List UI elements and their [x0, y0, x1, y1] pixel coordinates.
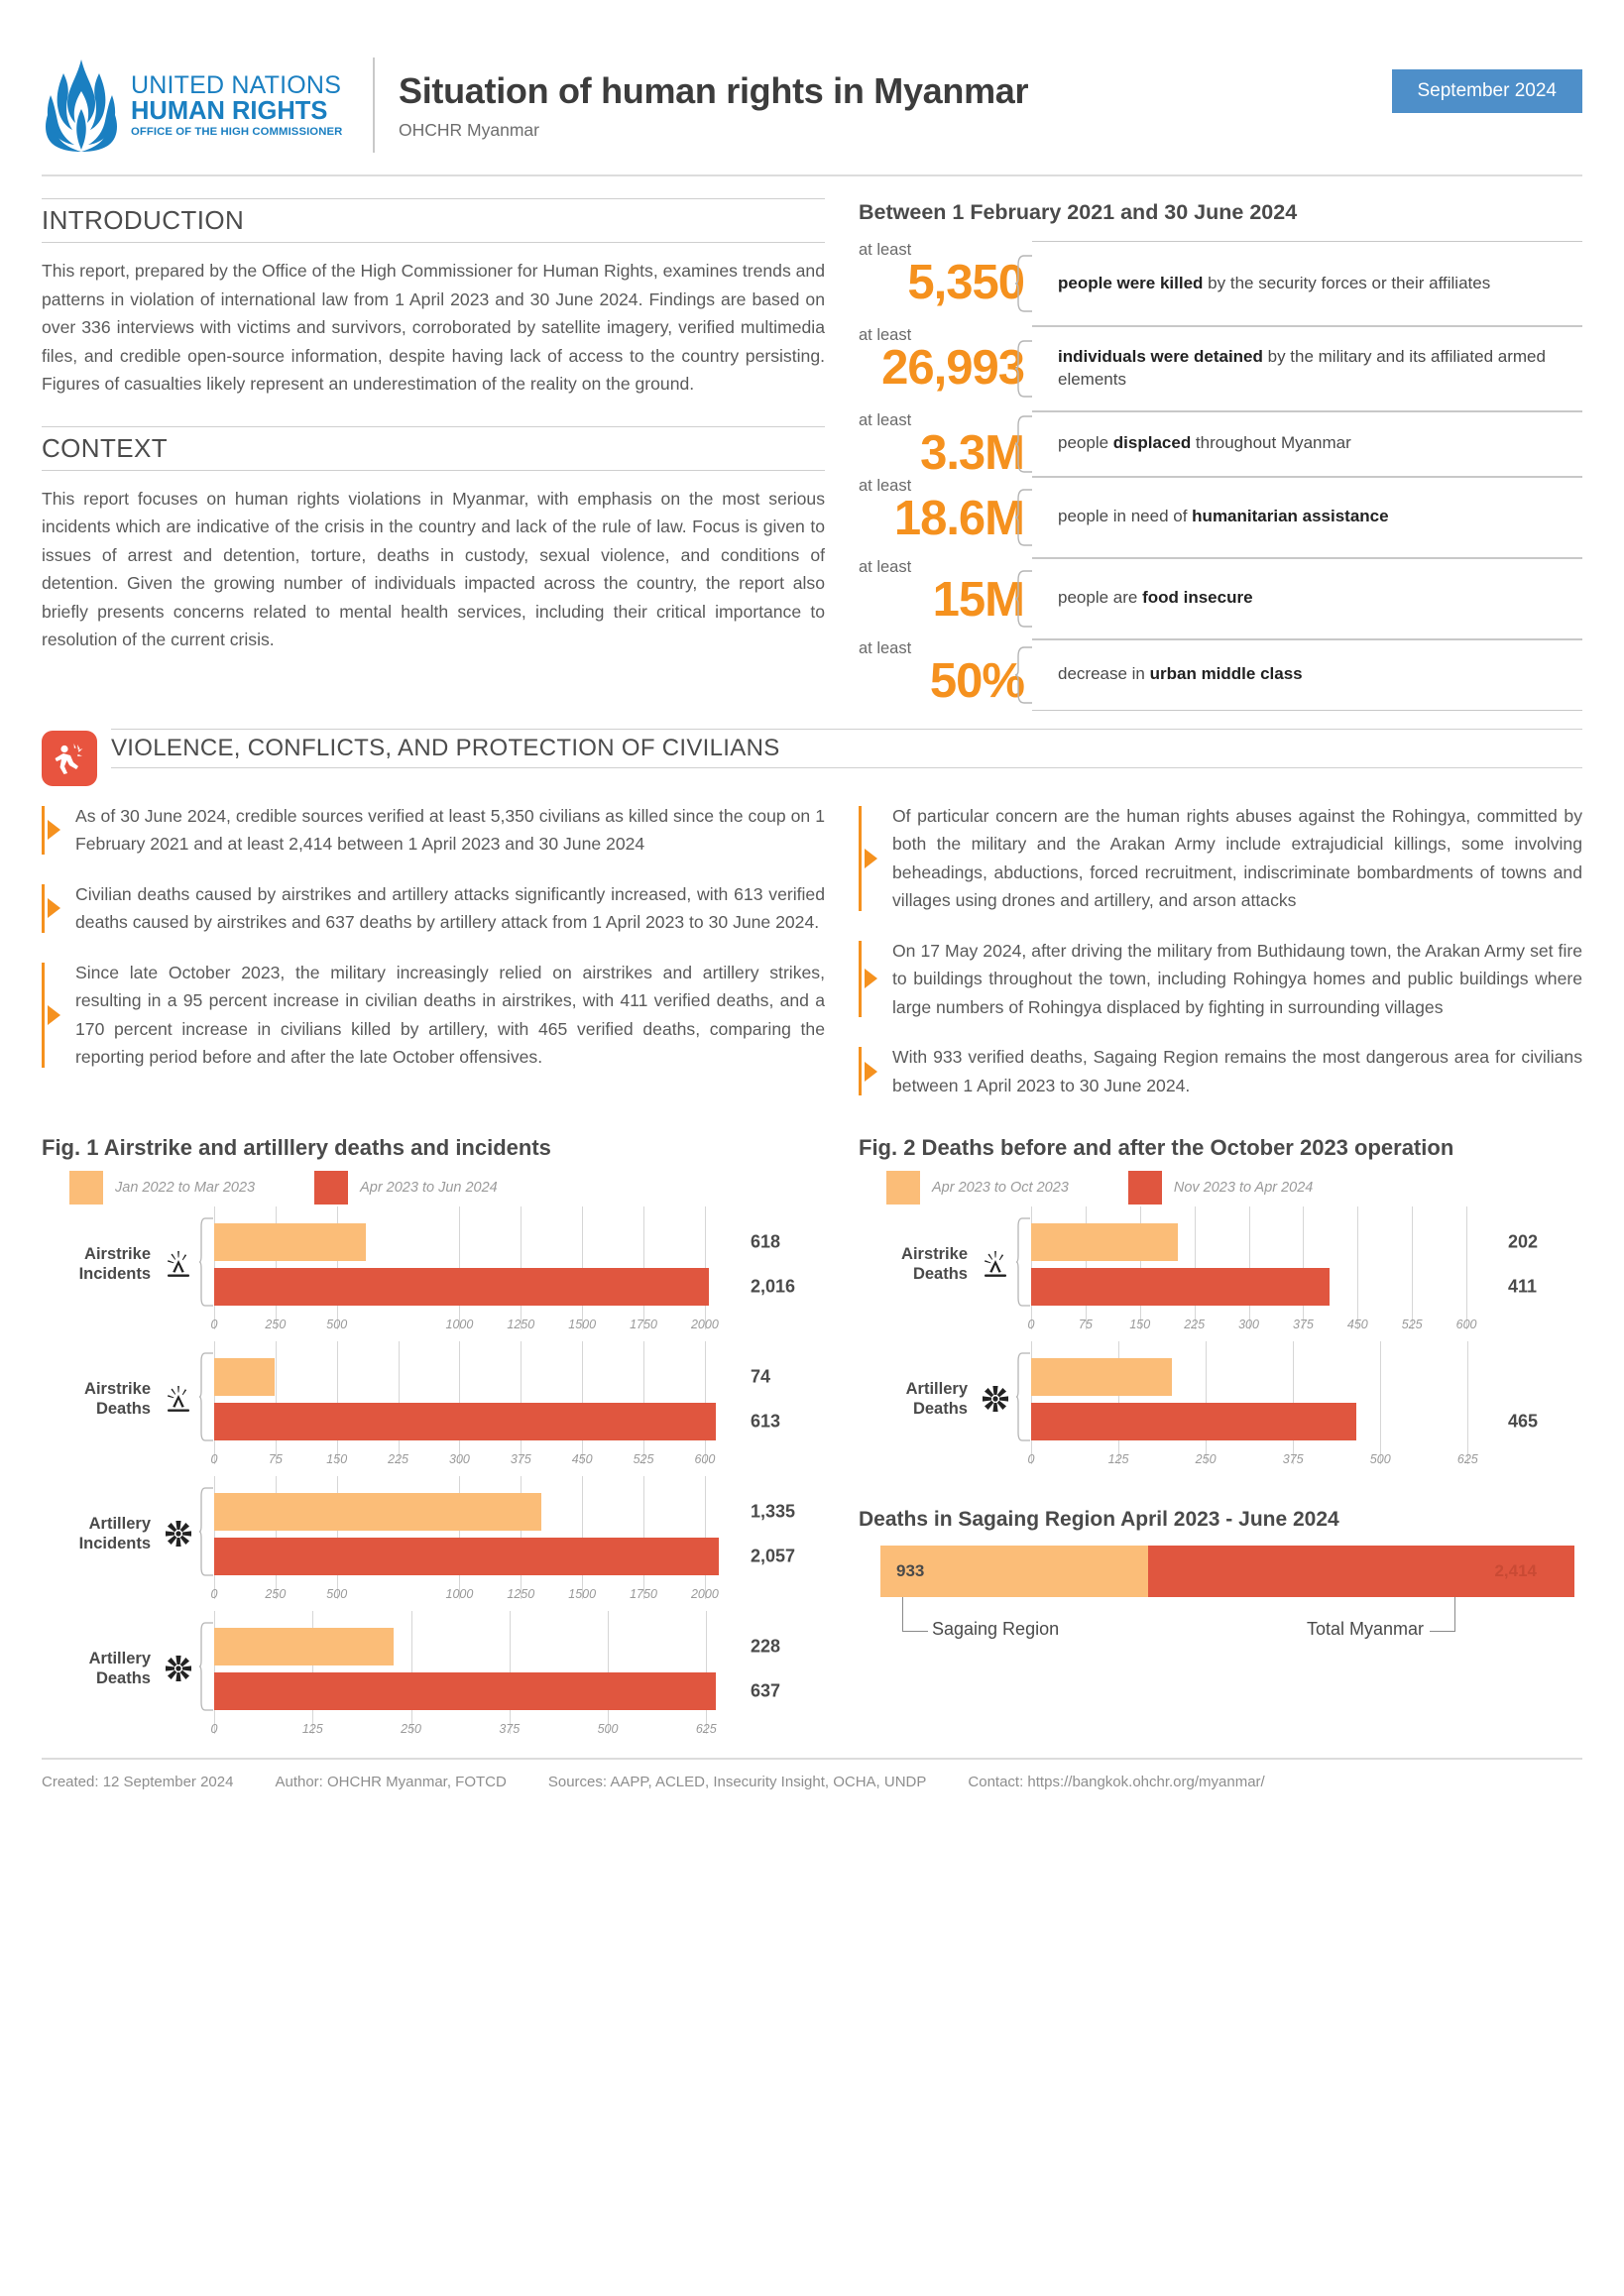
bar-fill [214, 1493, 796, 1531]
stat-qualifier: at least [859, 557, 912, 576]
stat-description: individuals were detained by the military and its affiliated armed elements [1058, 347, 1546, 389]
airstrike-impact-icon [159, 1384, 198, 1414]
axis-row [42, 1720, 825, 1748]
chart-row [42, 1212, 825, 1316]
stat-row [859, 639, 1582, 711]
violence-bullet [42, 802, 825, 859]
left-text-column [42, 198, 825, 711]
bar-value-label: 2,016 [751, 1276, 796, 1297]
x-axis [210, 1452, 742, 1478]
axis-tick-label: 625 [1456, 1452, 1478, 1467]
bar [1031, 1223, 1539, 1261]
axis-tick-label: 600 [1455, 1318, 1477, 1332]
stat-value: 15M [932, 572, 1024, 627]
artillery-burst-icon [981, 1384, 1010, 1414]
group-brace [198, 1621, 214, 1717]
bars [1031, 1347, 1539, 1450]
violence-section-header [42, 729, 1582, 786]
group-brace [1015, 1216, 1031, 1313]
axis-tick-label: 75 [1078, 1318, 1093, 1332]
axis-row [859, 1316, 1582, 1343]
bar-fill [1031, 1358, 1172, 1396]
page-title: Situation of human rights in Myanmar [399, 69, 1029, 111]
axis-tick-label: 2000 [690, 1587, 719, 1602]
axis-tick-label: 300 [449, 1452, 470, 1467]
brace-icon [1015, 1216, 1031, 1308]
bullet-text: With 933 verified deaths, Sagaing Region remains the most dangerous area for civilians between 1 April 2023 to 30 June 2024. [892, 1047, 1582, 1095]
stat-qualifier: at least [859, 411, 912, 429]
chart-group [42, 1482, 825, 1613]
stat-value: 18.6M [893, 491, 1024, 545]
category-label: Artillery Deaths [905, 1379, 968, 1419]
axis-tick-label: 0 [210, 1452, 218, 1467]
bullet-text: Since late October 2023, the military increasingly relied on airstrikes and artillery strikes, resulting in a 95 percent increase in civilian deaths in airstrikes, with 411 verified deaths, and a 170 percent increase in civilians killed by artillery, with 465 verified deaths, comparing the reporting period before and after the late October offensives. [75, 962, 825, 1068]
legend-swatch-light [69, 1171, 103, 1205]
bar-value-label: 637 [751, 1680, 781, 1701]
axis-tick-label: 250 [265, 1318, 287, 1332]
axis-tick-label: 375 [499, 1722, 521, 1737]
bar-fill [214, 1672, 781, 1710]
axis-row [859, 1450, 1582, 1478]
artillery-burst-icon [159, 1654, 198, 1683]
violence-bullets [42, 802, 1582, 1122]
bullet-bar [859, 941, 862, 1018]
stat-value: 26,993 [881, 341, 1024, 395]
stat-value: 3.3M [920, 426, 1024, 480]
statistics-title: Between 1 February 2021 and 30 June 2024 [859, 200, 1298, 224]
legend-label-light: Jan 2022 to Mar 2023 [115, 1180, 256, 1197]
violence-bullets-right [859, 802, 1582, 1122]
brace-icon [198, 1621, 214, 1712]
stat-row [859, 477, 1582, 558]
stat-description: people in need of humanitarian assistance [1058, 507, 1389, 526]
stat-value: 5,350 [907, 256, 1024, 309]
bullet-triangle-icon [865, 849, 877, 868]
stat-qualifier: at least [859, 638, 912, 657]
un-human-rights-flame-icon [42, 57, 121, 153]
airstrike-impact-icon [159, 1249, 198, 1279]
legend-swatch-light [886, 1171, 920, 1205]
axis-tick-label: 250 [265, 1587, 287, 1602]
axis-tick-label: 250 [1195, 1452, 1217, 1467]
footer-sources: Sources: AAPP, ACLED, Insecurity Insight, OCHA, UNDP [547, 1773, 927, 1790]
sagaing-region-label: Sagaing Region [932, 1619, 1060, 1640]
axis-tick-label: 125 [1107, 1452, 1129, 1467]
chart-row [859, 1347, 1582, 1450]
chart-row [859, 1212, 1582, 1316]
figure-2 [859, 1135, 1582, 1752]
stat-description-card [1032, 477, 1582, 558]
plot-area [1031, 1212, 1539, 1316]
bullet-bar [859, 806, 862, 911]
x-axis [1027, 1452, 1499, 1478]
violence-bullet [859, 937, 1582, 1022]
category-label: Airstrike Deaths [84, 1379, 151, 1419]
brace-icon [1015, 1351, 1031, 1442]
figure-1-title: Fig. 1 Airstrike and artilllery deaths and incidents [42, 1135, 551, 1161]
stat-row [859, 411, 1582, 480]
brace-icon [1014, 340, 1034, 398]
axis-tick-label: 1750 [630, 1587, 657, 1602]
total-myanmar-label: Total Myanmar [1306, 1619, 1424, 1640]
plot-area [214, 1347, 781, 1450]
total-myanmar-segment: 2,414 [1148, 1546, 1574, 1597]
axis-tick-label: 375 [510, 1452, 531, 1467]
bar [214, 1628, 781, 1665]
violence-bullet [42, 959, 825, 1072]
leader-line-left [902, 1597, 903, 1631]
violence-bullet [859, 1043, 1582, 1099]
axis-tick-label: 150 [1129, 1318, 1151, 1332]
category-label: Artillery Incidents [78, 1514, 151, 1553]
bar-value-label: 411 [1508, 1276, 1538, 1297]
violence-bullet [42, 880, 825, 937]
bar [214, 1493, 796, 1531]
brace-icon [198, 1351, 214, 1442]
page-subtitle: OHCHR Myanmar [399, 119, 539, 140]
axis-tick-label: 375 [1292, 1318, 1314, 1332]
legend-label-light: Apr 2023 to Oct 2023 [932, 1180, 1069, 1197]
bar-fill [1031, 1268, 1538, 1306]
bar-value-label: 228 [751, 1636, 781, 1657]
header-title-group [399, 70, 1392, 141]
page-footer [42, 1760, 1582, 1790]
logo-line-3: OFFICE OF THE HIGH COMMISSIONER [131, 126, 343, 139]
bar-value-label: 202 [1508, 1231, 1539, 1252]
bar [214, 1403, 781, 1440]
bar [1031, 1358, 1499, 1396]
axis-tick-label: 300 [1238, 1318, 1259, 1332]
axis-tick-label: 75 [268, 1452, 283, 1467]
introduction-heading: INTRODUCTION [42, 198, 825, 243]
stat-number-box [859, 477, 1032, 558]
bars [214, 1347, 781, 1450]
stat-description: decrease in urban middle class [1058, 664, 1303, 684]
x-axis [210, 1722, 742, 1748]
axis-tick-label: 0 [210, 1318, 218, 1332]
axis-tick-label: 0 [210, 1587, 218, 1602]
bullet-triangle-icon [48, 1005, 60, 1025]
bar [214, 1268, 796, 1306]
x-axis [210, 1318, 742, 1343]
brace-icon [198, 1216, 214, 1308]
category-label: Airstrike Incidents [78, 1244, 151, 1284]
bullet-text: As of 30 June 2024, credible sources verified at least 5,350 civilians as killed since the coup on 1 February 2021 and at least 2,414 between 1 April 2023 and 30 June 2024 [75, 805, 825, 855]
category-label: Airstrike Deaths [901, 1244, 968, 1284]
context-heading: CONTEXT [42, 426, 825, 471]
stat-number-box [859, 558, 1032, 639]
axis-tick-label: 0 [1027, 1318, 1035, 1332]
violence-bullet [859, 802, 1582, 915]
bars [214, 1212, 796, 1316]
figure-1 [42, 1135, 825, 1752]
axis-tick-label: 150 [326, 1452, 348, 1467]
bar [1031, 1403, 1539, 1440]
airstrike-impact-icon [164, 1384, 193, 1414]
introduction-body: This report, prepared by the Office of the High Commissioner for Human Rights, examines trends and patterns in violation of international law from 1 April 2023 and 30 June 2024. Findings are based on over 336 interviews with victims and survivors, corroborated by satellite imagery, verified multimedia files, and credible open-source information, despite having lack of access to the country persisting. Figures of casualties likely represent an underestimation of the reality on the ground. [42, 261, 825, 394]
bar [214, 1358, 771, 1396]
brace-icon [1014, 255, 1034, 312]
brace-icon [1014, 646, 1034, 704]
axis-tick-label: 500 [1369, 1452, 1391, 1467]
figures-row [42, 1135, 1582, 1752]
bar-fill [214, 1358, 771, 1396]
logo-line-2: HUMAN RIGHTS [131, 96, 328, 125]
figure-1-legend [69, 1171, 825, 1205]
chart-group [42, 1212, 825, 1343]
bullet-bar [42, 884, 45, 933]
violence-bullets-left [42, 802, 825, 1122]
artillery-burst-icon [159, 1519, 198, 1549]
stat-description: people displaced throughout Myanmar [1058, 433, 1351, 453]
bar-fill [1031, 1223, 1539, 1261]
bar-value-label: 74 [751, 1366, 771, 1387]
logo-line-1: UNITED NATIONS [131, 70, 342, 99]
axis-tick-label: 125 [301, 1722, 323, 1737]
stat-number-box [859, 326, 1032, 411]
x-axis [210, 1587, 742, 1613]
bullet-triangle-icon [48, 820, 60, 840]
stat-number-box [859, 411, 1032, 480]
stat-description-card [1032, 639, 1582, 711]
bullet-triangle-icon [865, 969, 877, 988]
stat-description-card [1032, 411, 1582, 477]
bar-fill [214, 1538, 796, 1575]
brace-icon [1014, 489, 1034, 546]
chart-row [42, 1347, 825, 1450]
date-badge: September 2024 [1392, 69, 1583, 113]
bar-value-label: 2,057 [751, 1546, 796, 1566]
category-label: Artillery Deaths [88, 1649, 151, 1688]
axis-tick-label: 525 [1401, 1318, 1423, 1332]
axis-tick-label: 0 [210, 1722, 218, 1737]
stat-row [859, 326, 1582, 411]
figure-2-title: Fig. 2 Deaths before and after the October 2023 operation [859, 1135, 1454, 1161]
statistics-column [859, 198, 1582, 711]
bar-value-label: 465 [1508, 1411, 1539, 1432]
stat-value: 50% [929, 653, 1024, 708]
footer-author: Author: OHCHR Myanmar, FOTCD [275, 1773, 507, 1790]
bullet-bar [42, 963, 45, 1068]
bar-value-label: 613 [751, 1411, 781, 1432]
axis-tick-label: 500 [326, 1587, 348, 1602]
violence-glyph [52, 741, 87, 776]
bullet-text: On 17 May 2024, after driving the military from Buthidaung town, the Arakan Army set fire to buildings throughout the town, including Rohingya homes and public buildings where large numbers of Rohingya displaced by fighting in surrounding villages [892, 940, 1582, 1017]
bar-fill [214, 1268, 796, 1306]
violence-section-title: VIOLENCE, CONFLICTS, AND PROTECTION OF CIVILIANS [111, 729, 1582, 768]
axis-tick-label: 250 [401, 1722, 421, 1737]
page-header [42, 0, 1582, 159]
bar [214, 1223, 781, 1261]
bullet-text: Civilian deaths caused by airstrikes and artillery attacks significantly increased, with 613 verified deaths caused by airstrikes and 637 deaths by artillery attack from 1 April 2023 to 30 June 2024. [75, 883, 825, 933]
bullet-triangle-icon [865, 1062, 877, 1082]
group-brace [198, 1351, 214, 1447]
bullet-bar [42, 806, 45, 855]
axis-tick-label: 225 [388, 1452, 409, 1467]
main-columns [42, 176, 1582, 711]
sagaing-stacked-bar [880, 1546, 1574, 1597]
axis-tick-label: 225 [1184, 1318, 1206, 1332]
stat-description-card [1032, 558, 1582, 639]
stat-description: people were killed by the security forces or their affiliates [1058, 273, 1491, 292]
axis-row [42, 1316, 825, 1343]
artillery-burst-icon [164, 1654, 193, 1683]
leader-line-left-h [902, 1631, 928, 1632]
axis-tick-label: 1500 [568, 1587, 597, 1602]
logo-wordmark [131, 72, 342, 139]
plot-area [214, 1212, 796, 1316]
axis-tick-label: 1500 [568, 1318, 597, 1332]
stat-description: people are food insecure [1058, 588, 1253, 608]
brace-icon [1014, 570, 1034, 628]
chart-group [42, 1347, 825, 1478]
axis-tick-label: 2000 [690, 1318, 719, 1332]
bar-fill [214, 1628, 781, 1665]
leader-line-right-h [1430, 1631, 1455, 1632]
legend-label-dark: Apr 2023 to Jun 2024 [360, 1180, 498, 1197]
axis-row [42, 1450, 825, 1478]
group-brace [198, 1216, 214, 1313]
brace-icon [1014, 415, 1034, 473]
chart-group [859, 1347, 1582, 1478]
sagaing-region-segment: 933 [880, 1546, 1148, 1597]
bullet-bar [859, 1047, 862, 1095]
un-human-rights-logo [42, 57, 369, 153]
statistics-list [859, 241, 1582, 711]
axis-tick-label: 450 [571, 1452, 593, 1467]
stat-qualifier: at least [859, 326, 912, 344]
airstrike-impact-icon [981, 1249, 1010, 1279]
bar-fill [1031, 1403, 1539, 1440]
bars [214, 1482, 796, 1585]
axis-tick-label: 500 [326, 1318, 348, 1332]
stat-number-box [859, 639, 1032, 711]
stat-description-card [1032, 241, 1582, 326]
axis-tick-label: 450 [1346, 1318, 1368, 1332]
stat-number-box [859, 241, 1032, 326]
axis-tick-label: 1750 [630, 1318, 657, 1332]
brace-icon [198, 1486, 214, 1577]
footer-created: Created: 12 September 2024 [42, 1773, 234, 1790]
plot-area [1031, 1347, 1539, 1450]
bars [1031, 1212, 1539, 1316]
bullet-triangle-icon [48, 898, 60, 918]
axis-tick-label: 500 [597, 1722, 619, 1737]
legend-swatch-dark [1128, 1171, 1162, 1205]
figure-2-groups [859, 1212, 1582, 1478]
stat-row [859, 558, 1582, 639]
axis-tick-label: 625 [695, 1722, 717, 1737]
legend-label-dark: Nov 2023 to Apr 2024 [1173, 1180, 1314, 1197]
chart-group [42, 1617, 825, 1748]
bar-fill [214, 1403, 781, 1440]
bar [1031, 1268, 1538, 1306]
axis-tick-label: 1250 [507, 1318, 535, 1332]
axis-tick-label: 600 [694, 1452, 716, 1467]
axis-tick-label: 0 [1027, 1452, 1035, 1467]
axis-tick-label: 1000 [445, 1587, 474, 1602]
leader-line-right [1454, 1597, 1455, 1631]
bullet-text: Of particular concern are the human rights abuses against the Rohingya, committed by both the military and the Arakan Army include extrajudicial killings, some involving beheadings, abductions, forced recruitment, indiscriminate bombardments of towns and villages using drones and artillery, and arson attacks [892, 805, 1582, 911]
figure-2-legend [886, 1171, 1582, 1205]
axis-tick-label: 525 [633, 1452, 654, 1467]
bar-value-label: 1,335 [751, 1501, 796, 1522]
x-axis [1027, 1318, 1499, 1343]
violence-person-struck-icon [42, 731, 97, 786]
plot-area [214, 1482, 796, 1585]
legend-swatch-dark [314, 1171, 348, 1205]
artillery-burst-icon [164, 1519, 193, 1549]
sagaing-legend [880, 1597, 1574, 1659]
bar-fill [214, 1223, 781, 1261]
bar [214, 1538, 796, 1575]
chart-row [42, 1617, 825, 1720]
group-brace [198, 1486, 214, 1582]
chart-row [42, 1482, 825, 1585]
stat-qualifier: at least [859, 241, 912, 259]
context-body: This report focuses on human rights violations in Myanmar, with emphasis on the most serious incidents which are indicative of the crisis in the country and lack of the rule of law. Focus is given to issues of arrest and detention, torture, deaths in custody, sexual violence, and conditions of detention. Given the growing number of individuals impacted across the country, the report also briefly presents concerns related to mental health services, including their critical importance to resolution of the current crisis. [42, 488, 825, 649]
plot-area [214, 1617, 781, 1720]
sagaing-chart-title: Deaths in Sagaing Region April 2023 - June 2024 [859, 1508, 1339, 1532]
axis-tick-label: 1000 [445, 1318, 474, 1332]
airstrike-impact-icon [976, 1249, 1015, 1279]
stat-row [859, 241, 1582, 326]
stat-qualifier: at least [859, 476, 912, 495]
chart-group [859, 1212, 1582, 1343]
artillery-burst-icon [976, 1384, 1015, 1414]
bars [214, 1617, 781, 1720]
airstrike-impact-icon [164, 1249, 193, 1279]
figure-1-groups [42, 1212, 825, 1748]
axis-tick-label: 1250 [507, 1587, 535, 1602]
bar [214, 1672, 781, 1710]
axis-row [42, 1585, 825, 1613]
stat-description-card [1032, 326, 1582, 411]
header-divider [373, 57, 375, 153]
axis-tick-label: 375 [1282, 1452, 1304, 1467]
violence-title-wrap [111, 729, 1582, 768]
bar-value-label: 618 [751, 1231, 781, 1252]
group-brace [1015, 1351, 1031, 1447]
footer-contact: Contact: https://bangkok.ohchr.org/myanmar/ [968, 1773, 1265, 1790]
